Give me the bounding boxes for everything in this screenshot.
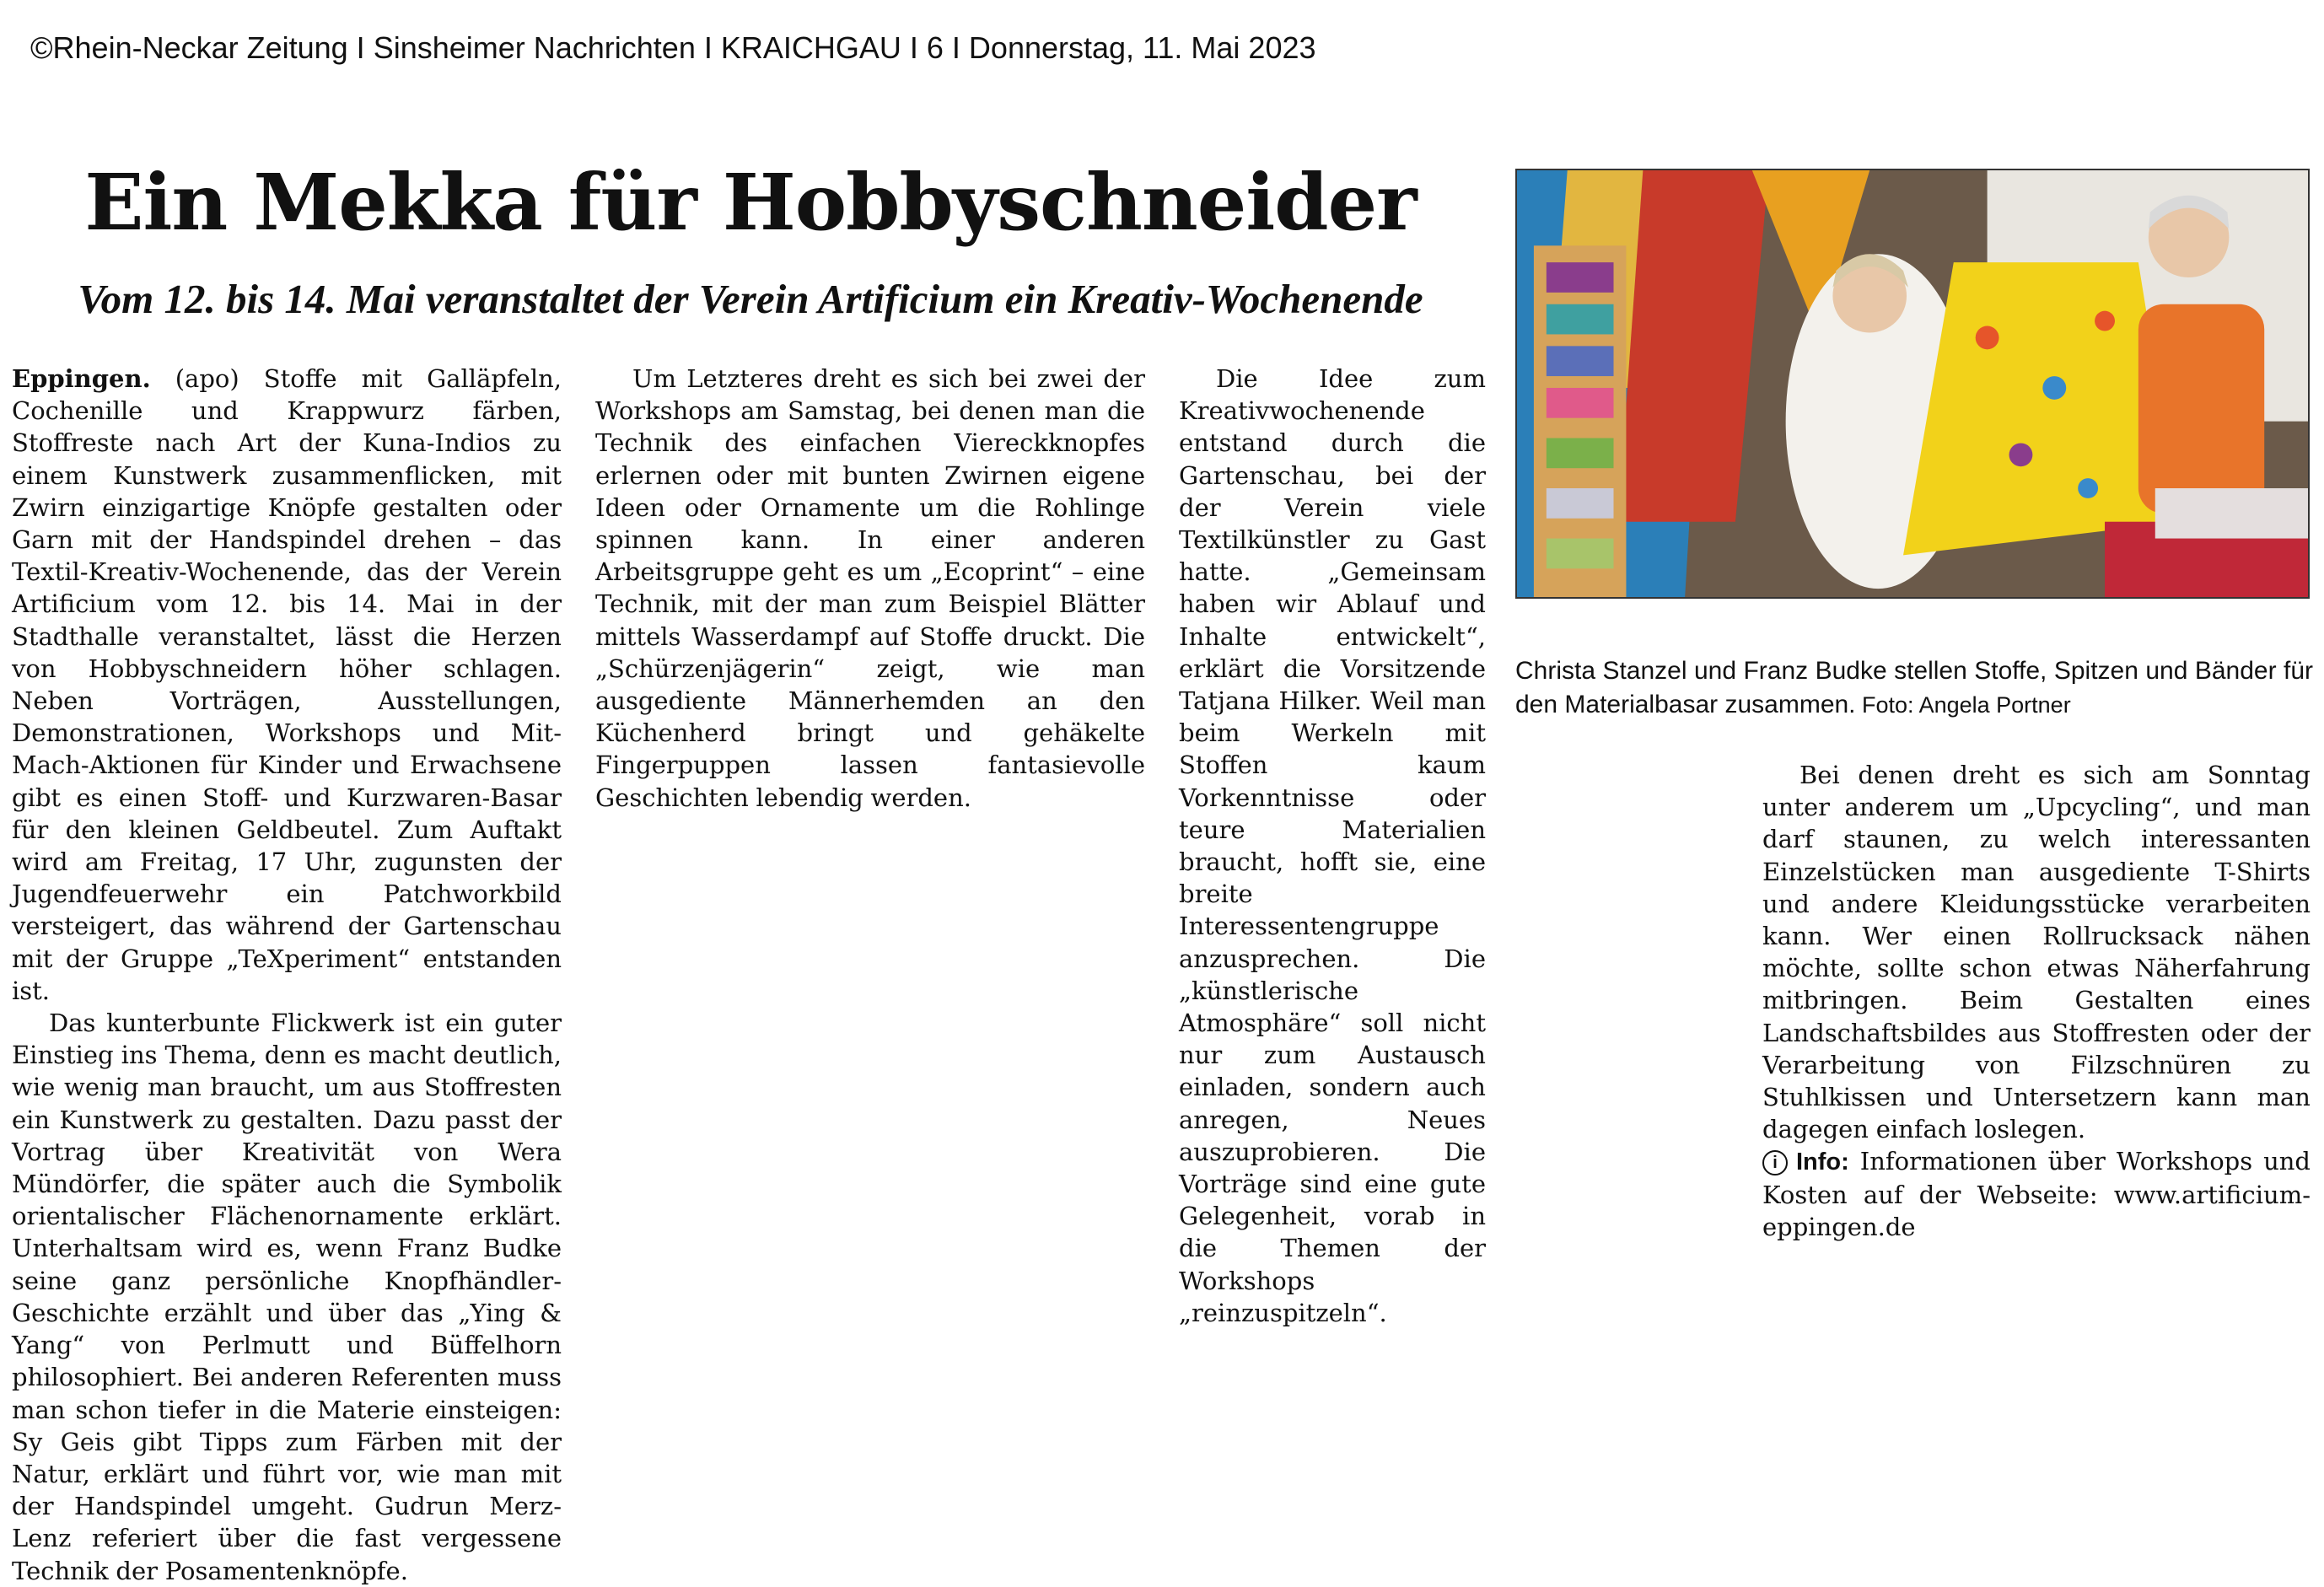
info-box bbox=[1762, 1145, 2311, 1243]
headline: Ein Mekka für Hobbyschneider bbox=[84, 157, 1417, 248]
article-column-3 bbox=[1179, 363, 1486, 1329]
photo-credit: Foto: Angela Portner bbox=[1855, 692, 2071, 718]
paragraph-2: Das kunterbunte Flickwerk ist ein guter Einstieg ins Thema, denn es macht deutlich, wie wenig man braucht, um aus Stoffresten ein Kunstwerk zu gestalten. Dazu passt der Vortrag über Kreativität von Wera Mündörfer, die später auch die Symbolik orientalischer Flächenornamente erklärt. Unterhaltsam wird es, wenn Franz Budke seine ganz persönliche Knopfhändler-Geschichte erzählt und über das „Ying & Yang“ von Perlmutt und Büffelhorn philosophiert. Bei anderen Referenten muss man schon tiefer in die Materie einsteigen: Sy Geis gibt Tipps zum Färben mit der Natur, erklärt und führt vor, wie man mit der Handspindel umgeht. Gudrun Merz-Lenz referiert über die fast vergessene Technik der Posamentenknöpfe. bbox=[12, 1009, 562, 1585]
article-photo bbox=[1515, 169, 2310, 599]
info-text: Informationen über Workshops und Kosten auf der Webseite: www.artificium-eppingen.de bbox=[1762, 1147, 2311, 1241]
paragraph-1 bbox=[12, 363, 562, 1007]
photo-illustration bbox=[1517, 170, 2308, 597]
paragraph-3: Um Letzteres dreht es sich bei zwei der Workshops am Samstag, bei denen man die Technik des einfachen Viereckknopfes erlernen oder mit bunten Zwirnen eigene Ideen oder Ornamente um die Rohlinge spinnen kann. In einer anderen Arbeitsgruppe geht es um „Ecoprint“ – eine Technik, mit der man zum Beispiel Blätter mittels Wasserdampf auf Stoffe druckt. Die „Schürzenjägerin“ zeigt, wie man ausgediente Männerhemden an den Küchenherd bringt und gehäkelte Fingerpuppen lassen fantasievolle Geschichten lebendig werden. bbox=[595, 364, 1145, 812]
info-label: Info: bbox=[1796, 1149, 1849, 1176]
paragraph-5: Bei denen dreht es sich am Sonntag unter anderem um „Upcycling“, und man darf staunen, zu welch interessanten Einzelstücken man ausgediente T-Shirts und andere Kleidungsstücke verarbeiten kann. Wer einen Rollrucksack nähen möchte, sollte schon etwas Näherfahrung mitbringen. Beim Gestalten eines Landschaftsbildes aus Stoffresten oder der Verarbeitung von Filzschnüren zu Stuhlkissen und Untersetzern kann man dagegen einfach loslegen. bbox=[1762, 761, 2311, 1144]
subheadline: Vom 12. bis 14. Mai veranstaltet der Verein Artificium ein Kreativ-Wochenende bbox=[78, 276, 1423, 322]
article-column-2 bbox=[595, 363, 1145, 814]
source-line: ©Rhein-Neckar Zeitung I Sinsheimer Nachrichten I KRAICHGAU I 6 I Donnerstag, 11. Mai 2023 bbox=[30, 30, 1316, 65]
dateline: Eppingen. bbox=[12, 364, 151, 393]
caption-text: Christa Stanzel und Franz Budke stellen Stoffe, Spitzen und Bänder für den Materialbasar zusammen. bbox=[1515, 657, 2313, 718]
photo-caption bbox=[1515, 654, 2313, 722]
info-icon: i bbox=[1762, 1150, 1788, 1175]
article-column-4 bbox=[1762, 759, 2311, 1243]
article-column-1 bbox=[12, 363, 562, 1587]
paragraph-1-text: (apo) Stoffe mit Galläpfeln, Cochenille und Krappwurz färben, Stoffreste nach Art der Kuna-Indios zu einem Kunstwerk zusammenflicken, mit Zwirn einzigartige Knöpfe gestalten oder Garn mit der Handspindel drehen – das Textil-Kreativ-Wochenende, das der Verein Artificium vom 12. bis 14. Mai in der Stadthalle veranstaltet, lässt die Herzen von Hobbyschneidern höher schlagen. Neben Vorträgen, Ausstellungen, Demonstrationen, Workshops und Mit-Mach-Aktionen für Kinder und Erwachsene gibt es einen Stoff- und Kurzwaren-Basar für den kleinen Geldbeutel. Zum Auftakt wird am Freitag, 17 Uhr, zugunsten der Jugendfeuerwehr ein Patchworkbild versteigert, das während der Gartenschau mit der Gruppe „TeXperiment“ entstanden ist. bbox=[12, 364, 562, 1005]
paragraph-4: Die Idee zum Kreativwochenende entstand durch die Gartenschau, bei der der Verein viele Textilkünstler zu Gast hatte. „Gemeinsam haben wir Ablauf und Inhalte entwickelt“, erklärt die Vorsitzende Tatjana Hilker. Weil man beim Werkeln mit Stoffen kaum Vorkenntnisse oder teure Materialien braucht, hofft sie, eine breite Interessentengruppe anzusprechen. Die „künstlerische Atmosphäre“ soll nicht nur zum Austausch einladen, sondern auch anregen, Neues auszuprobieren. Die Vorträge sind eine gute Gelegenheit, vorab in die Themen der Workshops „reinzuspitzeln“. bbox=[1179, 364, 1486, 1327]
